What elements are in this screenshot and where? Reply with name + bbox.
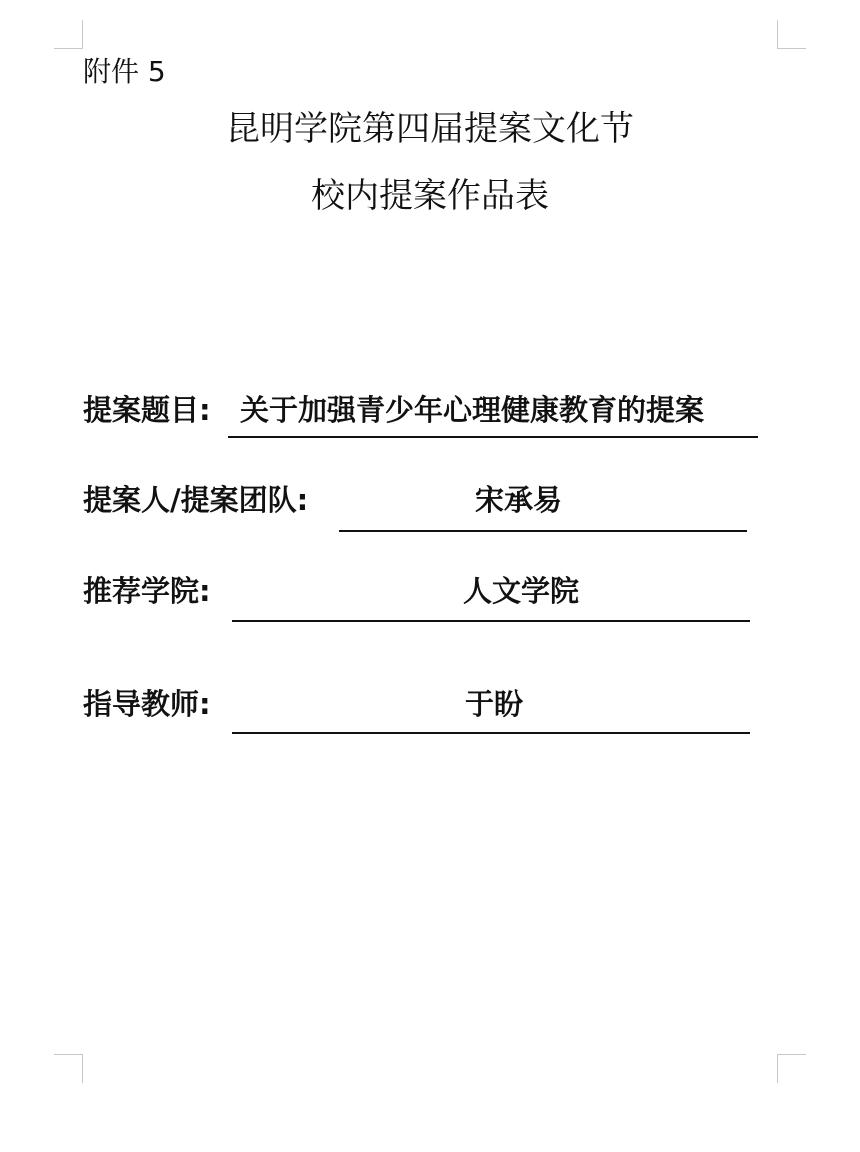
crop-mark-top-left (54, 20, 83, 49)
crop-mark-bottom-right (777, 1054, 806, 1083)
advisor-value: 于盼 (465, 687, 524, 721)
document-title-line-1: 昆明学院第四届提案文化节 (226, 109, 634, 149)
document-title-line-2: 校内提案作品表 (311, 176, 549, 216)
proposer-value: 宋承易 (475, 483, 563, 517)
crop-mark-top-right (777, 20, 806, 49)
college-underline (232, 620, 750, 622)
proposer-label: 提案人/提案团队: (83, 483, 309, 517)
advisor-underline (232, 732, 750, 734)
topic-label: 提案题目: (83, 393, 211, 427)
topic-underline (228, 436, 758, 438)
attachment-label: 附件 5 (83, 55, 166, 88)
college-label: 推荐学院: (83, 574, 211, 608)
topic-value: 关于加强青少年心理健康教育的提案 (240, 393, 705, 427)
proposer-underline (339, 530, 747, 532)
college-value: 人文学院 (463, 574, 580, 608)
crop-mark-bottom-left (54, 1054, 83, 1083)
advisor-label: 指导教师: (83, 687, 211, 721)
